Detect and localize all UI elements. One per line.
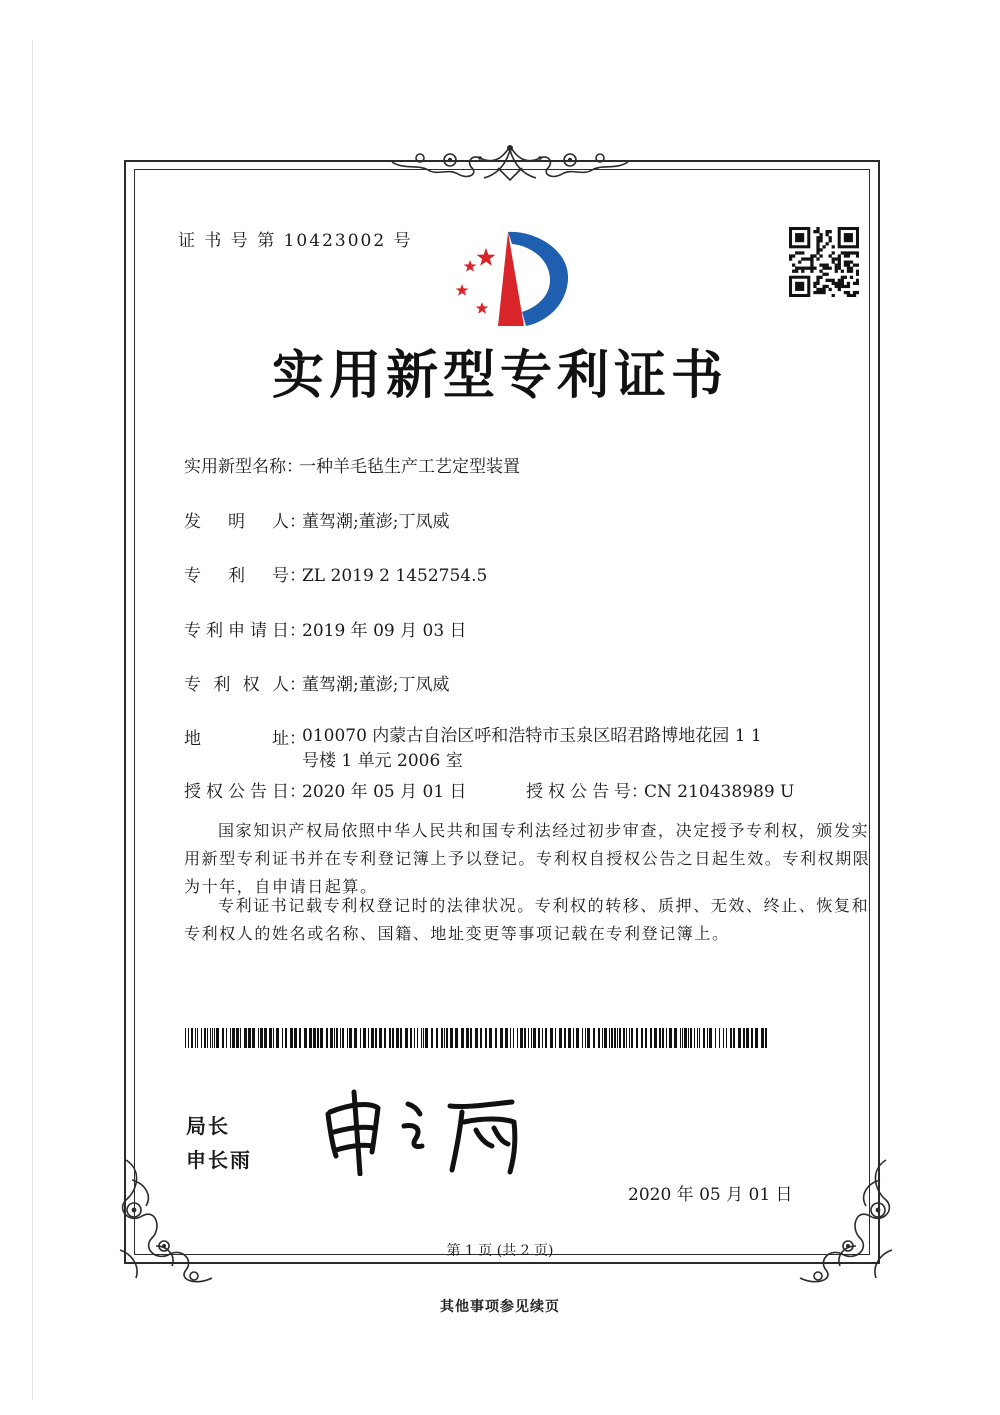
field-label-utility-model-name: 实用新型名称 — [184, 457, 286, 477]
field-inventors: 发明人：董驾潮;董澎;丁凤威 — [184, 507, 449, 532]
continued-note: 其他事项参见续页 — [440, 1299, 560, 1315]
field-application-date: 专利申请日：2019 年 09 月 03 日 — [184, 616, 467, 641]
signatory-name: 申长雨 — [186, 1148, 252, 1172]
certificate-title: 实用新型专利证书 — [271, 346, 728, 406]
field-patent-number: 专利号：ZL 2019 2 1452754.5 — [184, 561, 487, 586]
field-value-grant-number: CN 210438989 U — [644, 782, 795, 802]
field-value-address: 010070 内蒙古自治区呼和浩特市玉泉区昭君路博地花园 1 1 号楼 1 单元 2006 室 — [302, 726, 762, 771]
field-label-application-date: 专利申请日 — [184, 621, 289, 641]
signature-date: 2020 年 05 月 01 日 — [628, 1185, 793, 1205]
field-utility-model-name: 实用新型名称：一种羊毛毡生产工艺定型装置 — [184, 457, 520, 477]
field-label-patent-number: 专利号 — [184, 566, 289, 586]
cnipa-logo-icon — [446, 226, 578, 334]
field-value-inventors: 董驾潮;董澎;丁凤威 — [302, 512, 450, 532]
field-value-utility-model-name: 一种羊毛毡生产工艺定型装置 — [299, 457, 520, 477]
field-label-address: 地址 — [184, 729, 289, 749]
field-grant-number: 授权公告号：CN 210438989 U — [526, 777, 794, 802]
barcode-icon — [185, 1028, 770, 1048]
field-label-grant-date: 授权公告日 — [184, 782, 289, 802]
body-paragraph-1: 国家知识产权局依照中华人民共和国专利法经过初步审查，决定授予专利权，颁发实用新型专利证书并在专利登记簿上予以登记。专利权自授权公告之日起生效。专利权期限为十年，自申请日起算。 — [184, 821, 871, 896]
page-indicator: 第 1 页 (共 2 页) — [446, 1243, 554, 1259]
scan-edge-line — [32, 40, 33, 1400]
field-grant-date: 授权公告日：2020 年 05 月 01 日 — [184, 777, 467, 802]
field-label-grant-number: 授权公告号 — [526, 782, 631, 802]
field-value-grant-date: 2020 年 05 月 01 日 — [302, 782, 467, 802]
qr-code-icon — [789, 227, 859, 297]
body-paragraph-2: 专利证书记载专利权登记时的法律状况。专利权的转移、质押、无效、终止、恢复和专利权人的姓名或名称、国籍、地址变更等事项记载在专利登记簿上。 — [184, 896, 870, 943]
field-value-patentee: 董驾潮;董澎;丁凤威 — [302, 675, 450, 695]
field-value-application-date: 2019 年 09 月 03 日 — [302, 621, 467, 641]
top-ornament-icon — [380, 140, 640, 186]
signatory-title: 局长 — [186, 1114, 230, 1138]
field-value-patent-number: ZL 2019 2 1452754.5 — [302, 566, 488, 586]
handwritten-signature-icon — [316, 1086, 546, 1176]
field-label-patentee: 专利权人 — [184, 675, 289, 695]
field-label-inventors: 发明人 — [184, 512, 289, 532]
certificate-number: 证 书 号 第 10423002 号 — [178, 231, 413, 251]
bottom-right-ornament-icon — [790, 1150, 900, 1290]
field-address: 地址：010070 内蒙古自治区呼和浩特市玉泉区昭君路博地花园 1 1 号楼 1 单元 2006 室 — [184, 724, 772, 774]
field-patentee: 专利权人：董驾潮;董澎;丁凤威 — [184, 670, 449, 695]
